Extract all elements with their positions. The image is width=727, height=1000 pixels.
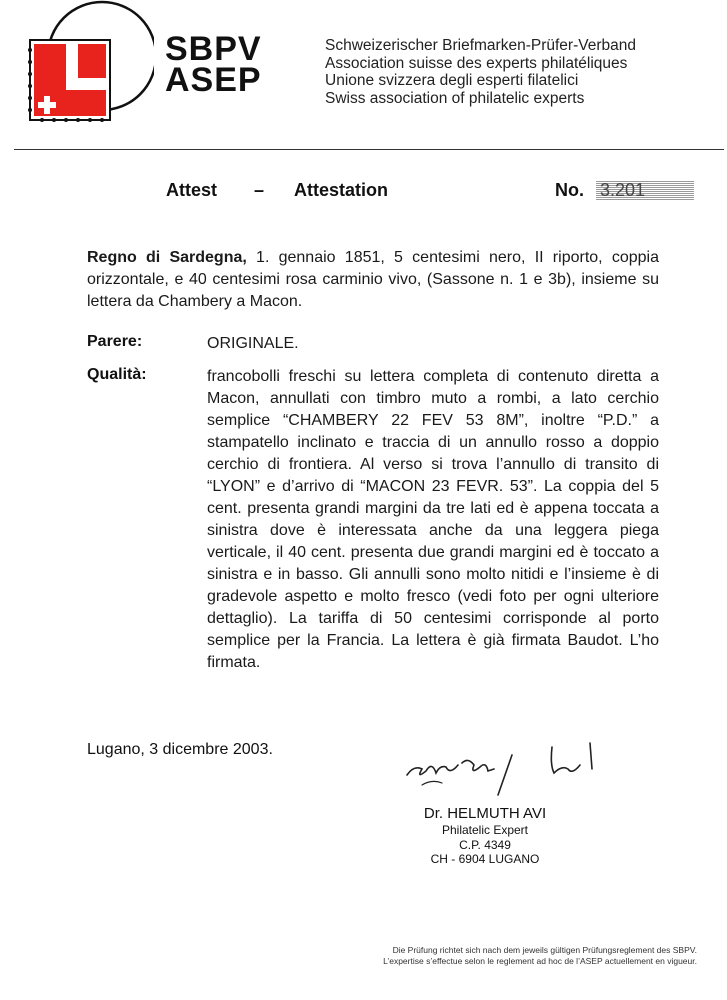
quality-value: francobolli freschi su lettera completa di contenuto diretta a Macon, annullati con timbro muto a rombi, a lato cerchio semplice “CHAMBERY 22 FEV 53 8M”, inoltre “P.D.” a stampatello inclinato e traccia di un annullo rosso a doppio cerchio di frontiera. Al verso si trova l’annullo di transito di “LYON” e d’arrivo di “MACON 23 FEVR. 53”. La coppia del 5 cent. presenta grandi margini da tre lati ed è appena toccata a sinistra dove è interessata anche da una leggera piega verticale, il 40 cent. presenta due grandi margini ed è toccato a sinistra e in basso. Gli annulli sono molto nitidi e l’insieme è di gradevole aspetto e molto fresco (vedi foto per ogni ulteriore dettaglio). La tariffa di 50 centesimi corrisponde al porto semplice per la Francia. La lettera è già firmata Baudot. L’ho firmata. xyxy=(207,368,659,671)
footer-note xyxy=(383,945,697,967)
title-attestation: Attestation xyxy=(294,180,388,200)
description-text: 1. gennaio 1851, 5 centesimi nero, II riporto, coppia orizzontale, e 40 centesimi rosa carminio vivo, (Sassone n. 1 e 3b), insieme su lettera da Chambery a Macon. xyxy=(87,249,659,310)
item-description xyxy=(87,247,659,313)
header-divider xyxy=(14,149,724,150)
footer-line-de: Die Prüfung richtet sich nach dem jeweils gültigen Prüfungsreglement des SBPV. xyxy=(392,945,697,955)
brand-asep: ASEP xyxy=(165,61,262,99)
opinion-label: Parere: xyxy=(87,333,143,350)
title-attest: Attest xyxy=(166,180,218,200)
place-date: Lugano, 3 dicembre 2003. xyxy=(87,741,273,758)
association-line-it: Unione svizzera degli esperti filatelici xyxy=(325,72,579,89)
opinion-value: ORIGINALE. xyxy=(207,335,299,352)
expert-title: Philatelic Expert xyxy=(441,823,529,837)
number-label: No. xyxy=(555,180,584,200)
brand-wordmark xyxy=(165,30,262,99)
quality-label: Qualità: xyxy=(87,366,147,383)
description-lead: Regno di Sardegna, xyxy=(87,249,247,266)
association-line-en: Swiss association of philatelic experts xyxy=(325,89,585,107)
brand-sbpv: SBPV xyxy=(165,30,262,68)
sbpv-logo-icon xyxy=(22,0,154,122)
expert-name: Dr. HELMUTH AVI xyxy=(423,805,547,822)
expert-block xyxy=(380,805,590,867)
certificate-number: 3.201 xyxy=(596,180,694,201)
expert-po-box: C.P. 4349 xyxy=(459,837,511,852)
association-names xyxy=(325,37,636,107)
expert-address: CH - 6904 LUGANO xyxy=(430,852,540,866)
handwritten-signature-icon xyxy=(402,735,617,800)
footer-line-fr: L’expertise s’effectue selon le reglement ad hoc de l’ASEP actuellement en vigueur. xyxy=(383,956,697,966)
association-line-fr: Association suisse des experts philatéliques xyxy=(325,54,628,72)
title-dash: – xyxy=(254,180,265,200)
association-line-de: Schweizerischer Briefmarken-Prüfer-Verband xyxy=(325,37,636,54)
